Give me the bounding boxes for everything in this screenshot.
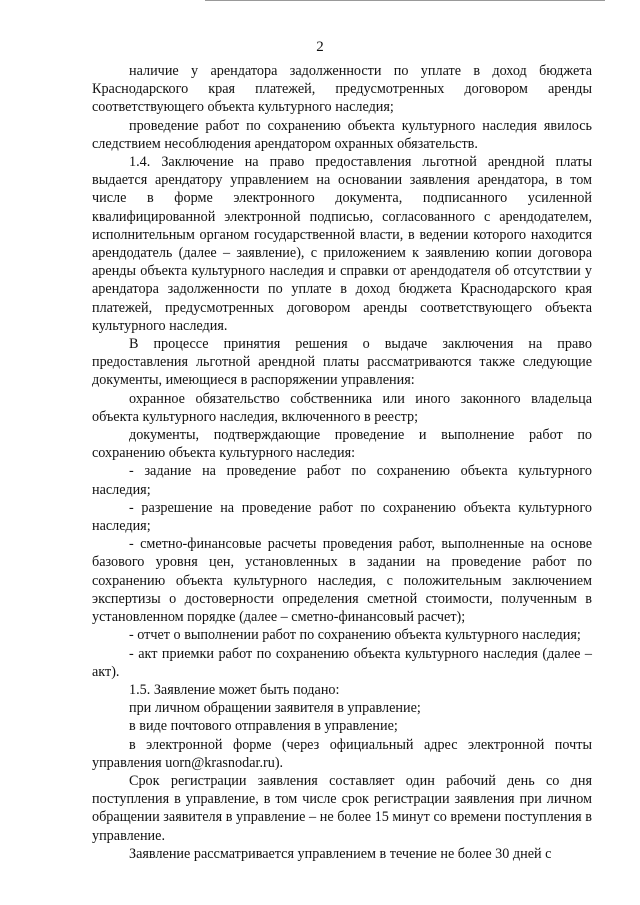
- paragraph: В процессе принятия решения о выдаче заключения на право предоставления льготной арендной платы рассматриваются также следующие документы, имеющиеся в распоряжении управления:: [92, 336, 592, 389]
- paragraph: наличие у арендатора задолженности по уплате в доход бюджета Краснодарского края платежей, предусмотренных договором аренды соответствующего объекта культурного наследия;: [92, 63, 592, 116]
- page-number: 2: [316, 39, 324, 55]
- paragraph: 1.4. Заключение на право предоставления льготной арендной платы выдается арендатору управлением на основании заявления арендатора, в том числе в форме электронного документа, подписанного усиленной квалифицированной электронной подписью, согласованного с арендодателем, исполнительным органом государственной власти, в ведении которого находится арендодатель (далее – заявление), с приложением к заявлению копии договора аренды объекта культурного наследия и справки от арендодателя об отсутствии у арендатора задолженности по уплате в доход бюджета Краснодарского края платежей, предусмотренных договором аренды соответствующего объекта культурного наследия.: [92, 154, 592, 334]
- paragraph: проведение работ по сохранению объекта культурного наследия явилось следствием несоблюдения арендатором охранных обязательств.: [92, 117, 592, 152]
- list-item: - разрешение на проведение работ по сохранению объекта культурного наследия;: [92, 499, 592, 535]
- paragraph: при личном обращении заявителя в управление;: [129, 700, 421, 717]
- paragraph: в электронной форме (через официальный адрес электронной почты управления uorn@krasnodar.ru).: [92, 736, 592, 771]
- list-item: - акт приемки работ по сохранению объекта культурного наследия (далее – акт).: [92, 645, 592, 680]
- document-body: [92, 62, 592, 863]
- paragraph: в виде почтового отправления в управление;: [129, 718, 398, 735]
- paragraph: охранное обязательство собственника или иного законного владельца объекта культурного наследия, включенного в реестр;: [92, 390, 592, 425]
- paragraph: Срок регистрации заявления составляет один рабочий день со дня поступления в управление, в том числе срок регистрации заявления при личном обращении заявителя в управление – не более 15 минут со времени поступления в управление.: [92, 772, 592, 844]
- top-divider: [205, 0, 605, 1]
- list-item: - отчет о выполнении работ по сохранению объекта культурного наследия;: [129, 627, 581, 644]
- paragraph: 1.5. Заявление может быть подано:: [129, 681, 340, 698]
- list-item: - задание на проведение работ по сохранению объекта культурного наследия;: [92, 463, 592, 498]
- paragraph: документы, подтверждающие проведение и выполнение работ по сохранению объекта культурного наследия:: [92, 427, 592, 462]
- list-item: - сметно-финансовые расчеты проведения работ, выполненные на основе базового уровня цен, установленных в задании на проведение работ по сохранению объекта культурного наследия, с положительным заключением экспертизы о достоверности определения сметной стоимости, полученным в установленном порядке (далее – сметно-финансовый расчет);: [92, 536, 592, 626]
- paragraph: Заявление рассматривается управлением в течение не более 30 дней с: [129, 845, 552, 862]
